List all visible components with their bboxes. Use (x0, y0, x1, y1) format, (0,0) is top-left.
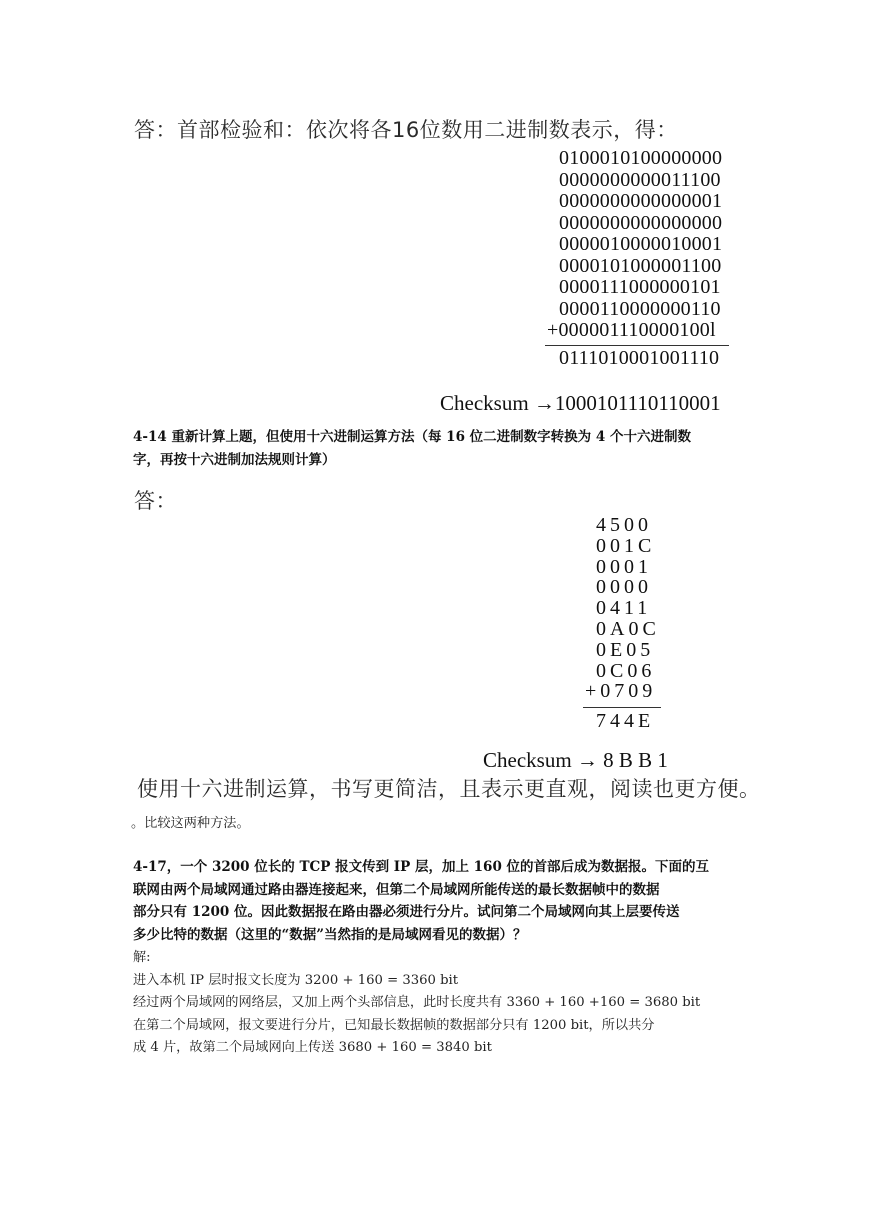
binary-sum: 0111010001001110 (559, 347, 720, 369)
answer-intro: 答：首部检验和：依次将各16位数用二进制数表示，得： (134, 118, 678, 142)
hex-sum-rule (583, 707, 661, 708)
hex-row: +0709 (585, 680, 657, 703)
hex-row: 0000 (596, 576, 652, 599)
checksum-value: 1000101110110001 (554, 391, 721, 415)
question-line: 多少比特的数据（这里的“数据”当然指的是局域网看见的数据）？ (133, 926, 527, 943)
binary-row: 0000111000000101 (559, 276, 721, 298)
binary-row: 0000101000001100 (559, 254, 722, 277)
question-line: 部分只有 1200 位。因此数据报在路由器必须进行分片。试问第二个局域网向其上层要传送 (133, 904, 680, 920)
hex-row: 001C (596, 534, 656, 557)
question-line: 4-17，一个 3200 位长的 TCP 报文传到 IP 层，加上 160 位的首部后成为数据报。下面的互 (133, 859, 710, 875)
answer-line: 在第二个局域网，报文要进行分片，已知最长数据帧的数据部分只有 1200 bit，所以共分 (133, 1017, 655, 1033)
compare-note: 。比较这两种方法。 (131, 816, 250, 831)
question-line: 联网由两个局域网通过路由器连接起来，但第二个局域网所能传送的最长数据帧中的数据 (133, 881, 660, 898)
answer-label: 解: (133, 950, 151, 965)
answer-label-hex: 答： (134, 489, 177, 513)
binary-row: 0000000000000001 (559, 190, 723, 212)
checksum-label: Checksum (440, 391, 529, 415)
binary-row: 0000000000011100 (559, 168, 721, 191)
question-line: 4-14 重新计算上题，但使用十六进制运算方法（每 16 位二进制数字转换为 4 个十六进制数 (133, 429, 691, 445)
answer-line: 成 4 片，故第二个局域网向上传送 3680 + 160 = 3840 bit (133, 1040, 492, 1055)
question-4-14 (133, 426, 691, 471)
hex-row: 0A0C (596, 617, 660, 640)
binary-row: +000001110000100l (547, 319, 716, 341)
hex-comment: 使用十六进制运算，书写更简洁，且表示更直观，阅读也更方便。 (137, 777, 761, 801)
question-4-17 (133, 856, 709, 946)
hex-row: 0C06 (596, 659, 656, 682)
binary-row: 0000110000000110 (559, 297, 721, 320)
arrow-icon: → (533, 391, 555, 415)
answer-4-17 (133, 947, 700, 1060)
checksum-value: 8 B B 1 (603, 748, 668, 772)
answer-line: 经过两个局域网的网络层，又加上两个头部信息，此时长度共有 3360 + 160 +160 = 3680 bit (133, 995, 701, 1010)
hex-sum: 744E (596, 710, 655, 732)
answer-line: 进入本机 IP 层时报文长度为 3200 + 160 = 3360 bit (133, 972, 459, 988)
binary-sum-rule (545, 345, 729, 346)
hex-rows (585, 515, 660, 702)
hex-checksum (483, 748, 668, 773)
binary-checksum (440, 391, 721, 416)
binary-rows (547, 148, 722, 342)
binary-row: 0100010100000000 (559, 147, 723, 169)
question-line: 字，再按十六进制加法规则计算） (133, 451, 336, 468)
hex-row: 4500 (596, 514, 652, 536)
binary-row: 0000010000010001 (559, 233, 723, 255)
arrow-icon: → (576, 748, 598, 772)
binary-row: 0000000000000000 (559, 211, 723, 234)
hex-row: 0411 (596, 597, 652, 620)
hex-row: 0001 (596, 555, 652, 578)
checksum-label: Checksum (483, 748, 572, 772)
hex-row: 0E05 (596, 638, 655, 661)
